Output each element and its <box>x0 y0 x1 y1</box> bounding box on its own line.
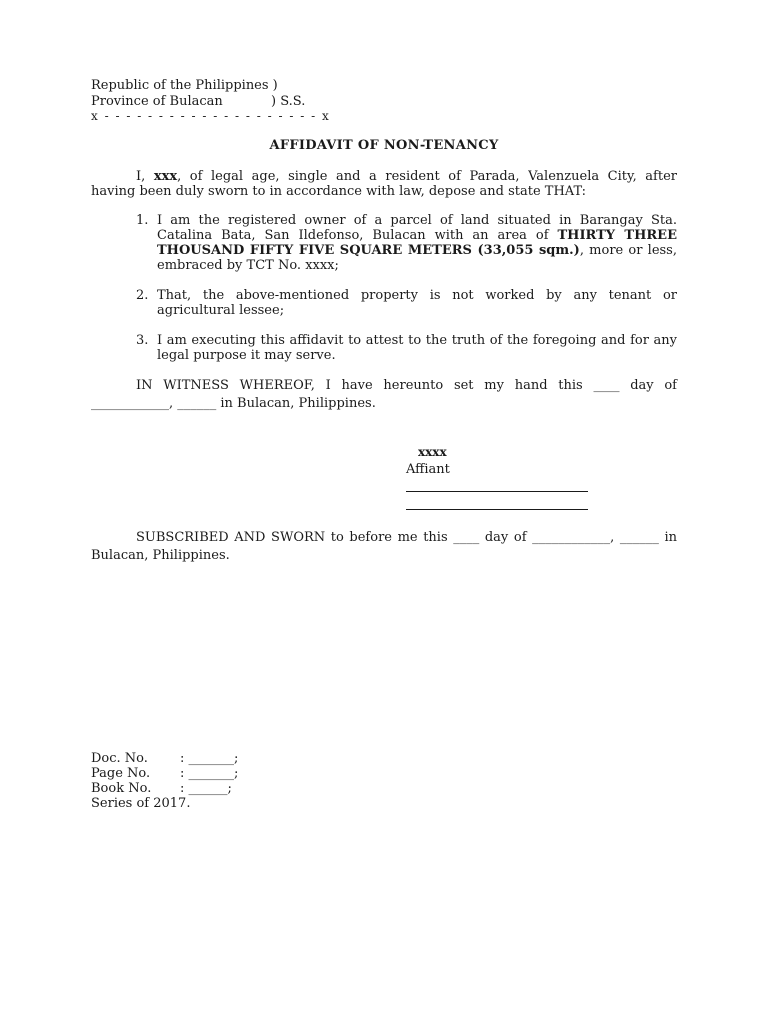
intro-line-1 <box>91 169 677 184</box>
intro-text-1: I, <box>136 169 154 184</box>
item-2-number: 2. <box>136 288 149 303</box>
caption-x-line: x - - - - - - - - - - - - - - - - - - - - x <box>91 109 331 123</box>
item-3-number: 3. <box>136 333 149 348</box>
document-title: AFFIDAVIT OF NON-TENANCY <box>269 138 499 153</box>
book-no-value: : ______; <box>180 781 232 796</box>
doc-no-label: Doc. No. <box>91 751 148 766</box>
witness-line-2: ____________, ______ in Bulacan, Philippines. <box>91 396 376 411</box>
subscribed-line-1: SUBSCRIBED AND SWORN to before me this ____ day of ____________, ______ in <box>136 530 677 545</box>
page-no-value: : _______; <box>180 766 239 781</box>
item-1-text-b: , more or less, embraced by TCT No. xxxx; <box>157 243 677 273</box>
signature-line-1 <box>406 491 588 492</box>
affiant-label: Affiant <box>406 462 450 477</box>
item-3-text: I am executing this affidavit to attest to the truth of the foregoing and for any legal purpose it may serve. <box>157 333 677 363</box>
item-1-area: THIRTY THREE THOUSAND FIFTY FIVE SQUARE METERS (33,055 sqm.) <box>157 228 678 258</box>
witness-line-1: IN WITNESS WHEREOF, I have hereunto set my hand this ____ day of <box>136 378 677 393</box>
series-label: Series of 2017. <box>91 796 191 811</box>
affiant-name: xxxx <box>418 445 447 459</box>
item-1-text-a: I am the registered owner of a parcel of land situated in Barangay Sta. Catalina Bata, San Ildefonso, Bulacan with an area of <box>157 213 677 243</box>
doc-no-value: : _______; <box>180 751 239 766</box>
signature-line-2 <box>406 509 588 510</box>
affiant-name-inline: xxx <box>153 169 178 184</box>
item-1-number: 1. <box>136 213 149 228</box>
page-no-label: Page No. <box>91 766 151 781</box>
subscribed-line-2: Bulacan, Philippines. <box>91 548 230 563</box>
caption-province: Province of Bulacan <box>91 94 223 109</box>
book-no-label: Book No. <box>91 781 152 796</box>
item-2-text: That, the above-mentioned property is not worked by any tenant or agricultural lessee; <box>157 288 677 318</box>
caption-republic: Republic of the Philippines ) <box>91 78 278 93</box>
intro-text-2: , of legal age, single and a resident of Parada, Valenzuela City, after <box>177 169 678 184</box>
intro-line-2: having been duly sworn to in accordance with law, depose and state THAT: <box>91 184 587 199</box>
caption-ss: ) S.S. <box>271 94 306 109</box>
intro-paragraph <box>91 169 677 199</box>
item-1-text <box>157 213 677 273</box>
